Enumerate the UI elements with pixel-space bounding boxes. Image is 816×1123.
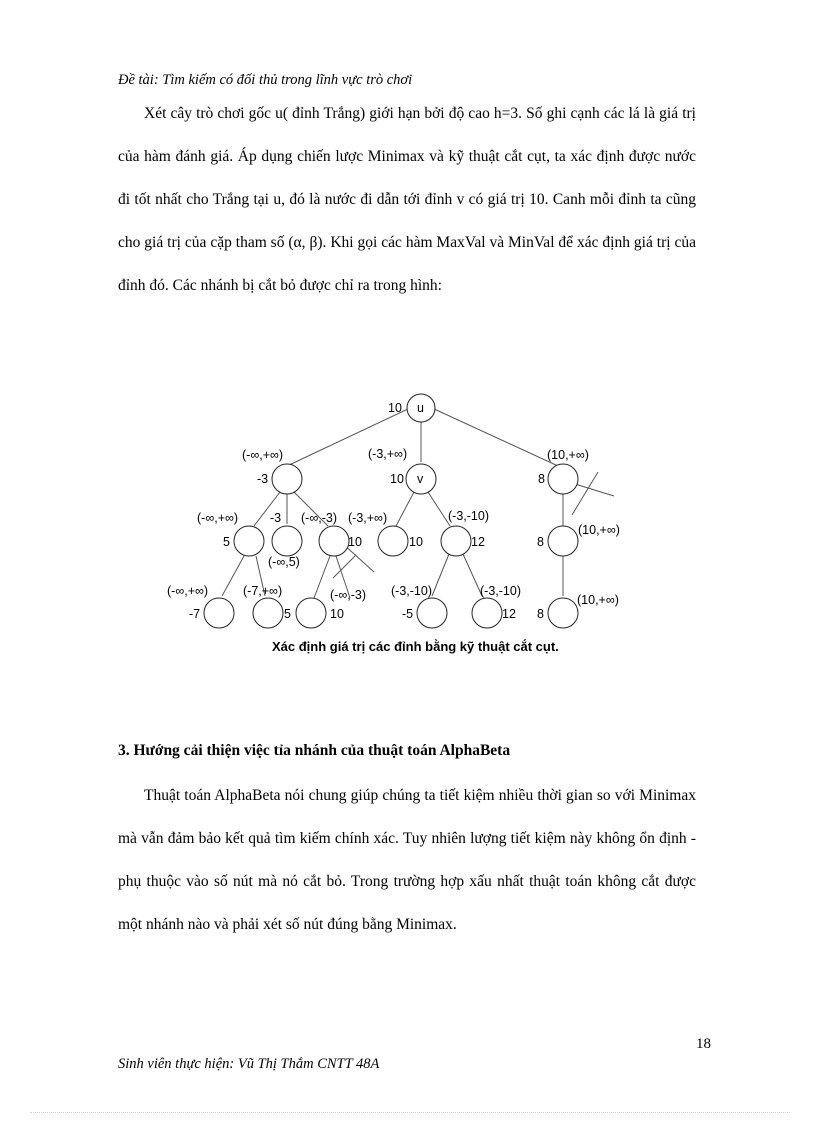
ab-lr2: (-3,+∞) — [348, 511, 388, 525]
node-right — [548, 464, 578, 494]
node-lrl — [296, 598, 326, 628]
ab-vr: (-3,-10) — [448, 509, 489, 523]
ab-lr: (-∞,-3) — [301, 511, 337, 525]
section-heading: 3. Hướng cải thiện việc tỉa nhánh của thuật toán AlphaBeta — [118, 742, 511, 759]
val-right: 8 — [538, 472, 545, 486]
section-paragraph: Thuật toán AlphaBeta nói chung giúp chúng ta tiết kiệm nhiều thời gian so với Minimax mà vẫn đảm bảo kết quả tìm kiếm chính xác. Tuy nhiên lượng tiết kiệm này không ổn định - phụ thuộc vào số nút mà nó cắt bỏ. Trong trường hợp xấu nhất thuật toán không cắt được một nhánh nào và phải xét số nút đúng bằng Minimax. — [118, 787, 696, 933]
page-bottom-rule — [30, 1112, 790, 1113]
val-lr: 10 — [348, 535, 362, 549]
ab-mid: (-3,+∞) — [368, 447, 408, 461]
node-lm — [272, 526, 302, 556]
val-ll: 5 — [223, 535, 230, 549]
node-vrl — [417, 598, 447, 628]
ab-right: (10,+∞) — [547, 448, 589, 462]
page-footer: Sinh viên thực hiện: Vũ Thị Thắm CNTT 48A — [118, 1056, 380, 1072]
figure-caption: Xác định giá trị các đỉnh bằng kỹ thuật cắt cụt. — [272, 639, 559, 654]
ab-r2: (10,+∞) — [578, 523, 620, 537]
alpha-beta-tree-figure — [0, 380, 816, 670]
ab-lm: (-∞,5) — [268, 555, 300, 569]
ab-ll: (-∞,+∞) — [197, 511, 239, 525]
val-lm: -3 — [270, 511, 282, 525]
val-v: 10 — [390, 472, 404, 486]
page-number: 18 — [696, 1036, 711, 1052]
val-vr: 12 — [471, 535, 485, 549]
val-llr: 5 — [284, 607, 291, 621]
ab-vrr: (-3,-10) — [480, 584, 521, 598]
ab-vrl: (-3,-10) — [391, 584, 432, 598]
root-value: 10 — [388, 401, 402, 415]
ab-lll: (-∞,+∞) — [167, 584, 209, 598]
root-name: u — [417, 401, 424, 415]
ab-lrl: (-∞,-3) — [330, 588, 366, 602]
val-r2: 8 — [537, 535, 544, 549]
node-lr — [319, 526, 349, 556]
node-lll — [204, 598, 234, 628]
node-vl — [378, 526, 408, 556]
node-r2 — [548, 526, 578, 556]
val-vrl: -5 — [402, 607, 414, 621]
tree-edges — [222, 408, 614, 598]
node-llr — [253, 598, 283, 628]
val-lll: -7 — [189, 607, 201, 621]
ab-r3: (10,+∞) — [577, 593, 619, 607]
val-lrl: 10 — [330, 607, 344, 621]
node-r3 — [548, 598, 578, 628]
node-vrr — [472, 598, 502, 628]
node-ll — [234, 526, 264, 556]
node-left — [272, 464, 302, 494]
val-left: -3 — [257, 472, 269, 486]
v-name: v — [417, 472, 424, 486]
tree-labels — [167, 401, 620, 621]
intro-paragraph: Xét cây trò chơi gốc u( đỉnh Trắng) giới hạn bởi độ cao h=3. Số ghi cạnh các lá là giá trị của hàm đánh giá. Áp dụng chiến lược Minimax và kỹ thuật cắt cụt, ta xác định được nước đi tốt nhất cho Trắng tại u, đó là nước đi dẫn tới đỉnh v có giá trị 10. Canh mỗi đỉnh ta cũng cho giá trị của cặp tham số (α, β). Khi gọi các hàm MaxVal và MinVal để xác định giá trị của đỉnh đó. Các nhánh bị cắt bỏ được chỉ ra trong hình: — [118, 105, 696, 294]
ab-left: (-∞,+∞) — [242, 448, 284, 462]
val-vl: 10 — [409, 535, 423, 549]
ab-llr: (-7,+∞) — [243, 584, 283, 598]
val-vrr: 12 — [502, 607, 516, 621]
val-r3: 8 — [537, 607, 544, 621]
page-header: Đề tài: Tìm kiếm có đối thủ trong lĩnh vực trò chơi — [118, 72, 413, 88]
node-vr — [441, 526, 471, 556]
